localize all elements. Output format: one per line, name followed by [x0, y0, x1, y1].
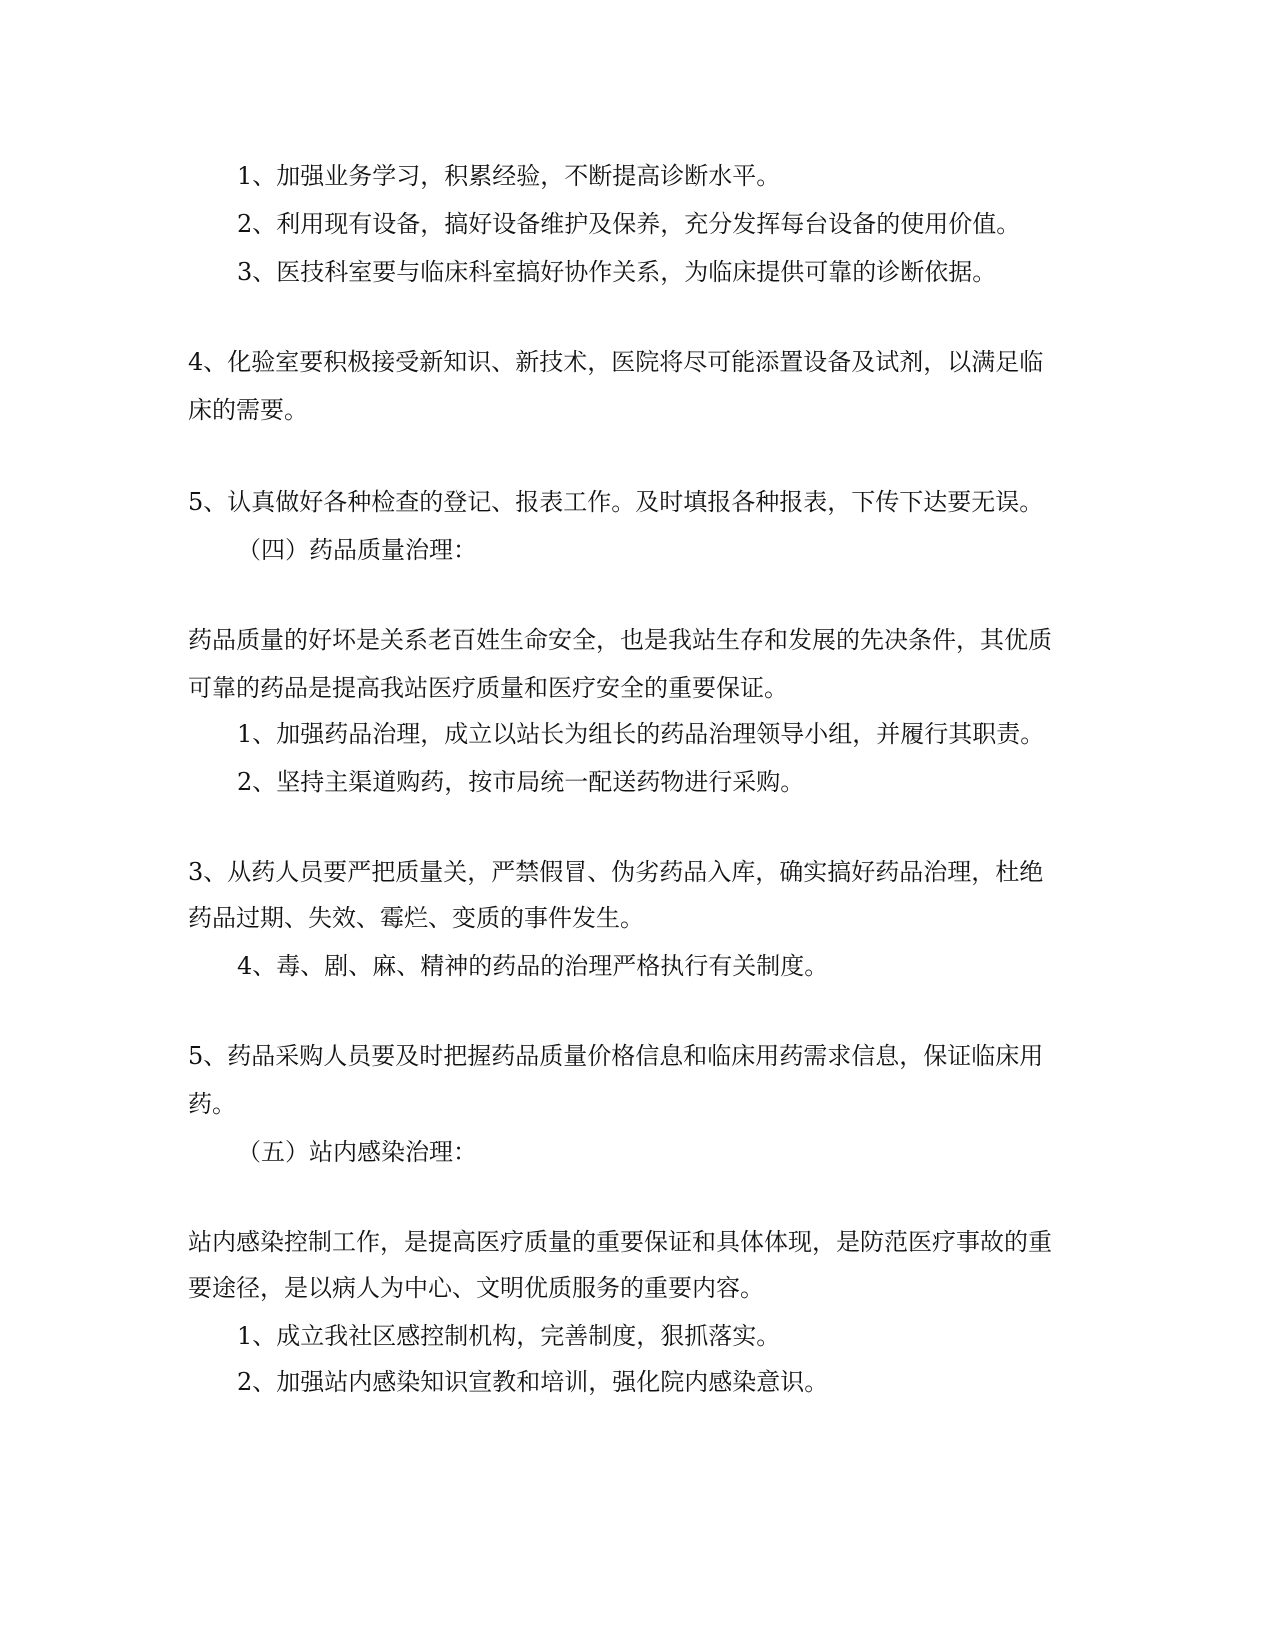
paragraph-line: 3、从药人员要严把质量关，严禁假冒、伪劣药品入库，确实搞好药品治理，杜绝	[188, 858, 1044, 886]
paragraph-line: 5、认真做好各种检查的登记、报表工作。及时填报各种报表，下传下达要无误。	[188, 488, 1044, 516]
list-item: 1、加强业务学习，积累经验，不断提高诊断水平。	[237, 162, 781, 190]
list-item: 2、坚持主渠道购药，按市局统一配送药物进行采购。	[237, 768, 805, 796]
list-item: 1、成立我社区感控制机构，完善制度，狠抓落实。	[237, 1322, 781, 1350]
list-item: 2、加强站内感染知识宣教和培训，强化院内感染意识。	[237, 1368, 829, 1396]
paragraph-line: 站内感染控制工作，是提高医疗质量的重要保证和具体体现，是防范医疗事故的重	[188, 1228, 1052, 1256]
paragraph-line: 4、化验室要积极接受新知识、新技术，医院将尽可能添置设备及试剂，以满足临	[188, 348, 1044, 376]
paragraph-line: 床的需要。	[188, 396, 308, 424]
section-heading: （四）药品质量治理：	[237, 536, 477, 564]
list-item: 1、加强药品治理，成立以站长为组长的药品治理领导小组，并履行其职责。	[237, 720, 1045, 748]
paragraph-line: 5、药品采购人员要及时把握药品质量价格信息和临床用药需求信息，保证临床用	[188, 1042, 1044, 1070]
paragraph-line: 可靠的药品是提高我站医疗质量和医疗安全的重要保证。	[188, 674, 788, 702]
paragraph-line: 药品质量的好坏是关系老百姓生命安全，也是我站生存和发展的先决条件，其优质	[188, 626, 1052, 654]
paragraph-line: 药品过期、失效、霉烂、变质的事件发生。	[188, 904, 644, 932]
list-item: 2、利用现有设备，搞好设备维护及保养，充分发挥每台设备的使用价值。	[237, 210, 1021, 238]
paragraph-line: 药。	[188, 1090, 236, 1118]
paragraph-line: 要途径，是以病人为中心、文明优质服务的重要内容。	[188, 1274, 764, 1302]
list-item: 3、医技科室要与临床科室搞好协作关系，为临床提供可靠的诊断依据。	[237, 258, 997, 286]
list-item: 4、毒、剧、麻、精神的药品的治理严格执行有关制度。	[237, 952, 829, 980]
section-heading: （五）站内感染治理：	[237, 1138, 477, 1166]
